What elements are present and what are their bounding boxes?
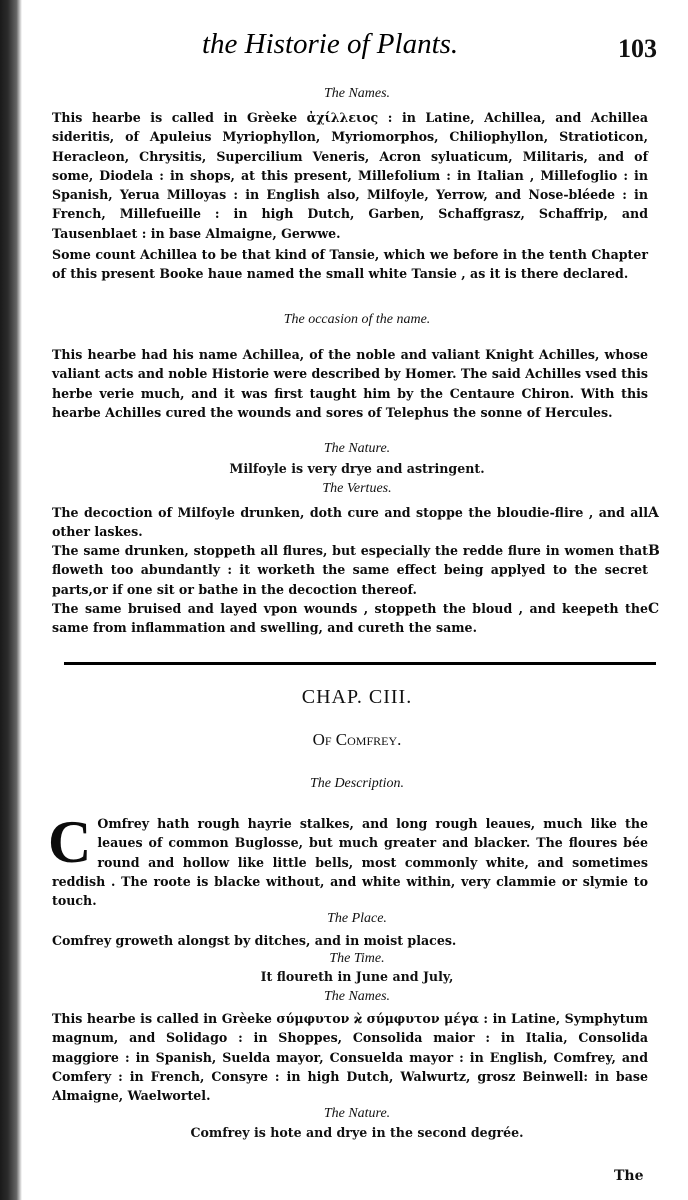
names-paragraph-2: Some count Achillea to be that kind of Tansie, which we before in the tenth Chapter of this present Booke haue named the small white Tansie , as it is there declared.	[52, 247, 648, 282]
vertue-c-paragraph: The same bruised and layed vpon wounds , stoppeth the bloud , and keepeth the same from inflammation and swelling, and cureth the same.	[52, 601, 648, 636]
vertue-b-paragraph: The same drunken, stoppeth all flures, but especially the redde flure in women that floweth too abundantly : it worketh the same effect being applyed to the secret parts,or if one sit or bathe in the decoction thereof.	[52, 543, 648, 597]
time-heading: The Time.	[329, 951, 385, 966]
place-text: Comfrey groweth alongst by ditches, and in moist places.	[52, 933, 457, 948]
book-gutter-shadow	[0, 0, 22, 1200]
drop-cap: C	[48, 809, 92, 875]
comfrey-nature-text: Comfrey is hote and drye in the second degrée.	[190, 1125, 524, 1140]
nature-heading: The Nature.	[323, 441, 391, 456]
names-heading: The Names.	[323, 86, 391, 101]
occasion-paragraph: This hearbe had his name Achillea, of the noble and valiant Knight Achilles, whose valiant acts and noble Historie were described by Homer. The said Achilles vsed this herbe verie much, and it was first taught him by the Centaure Chiron. With this hearbe Achilles cured the wounds and sores of Telephus the sonne of Hercules.	[52, 347, 648, 420]
section-divider	[64, 662, 656, 665]
running-head: the Historie of Plants.	[202, 28, 459, 60]
names-paragraph: This hearbe is called in Grèeke ἀχίλλειος : in Latine, Achillea, and Achillea sideritis, of Apuleius Myriophyllon, Myriomorphos, Chiliophyllon, Stratioticon, Heracleon, Chrysitis, Supercilium Veneris, Acron syluaticum, Militaris, and of some, Diodela : in shops, at this present, Millefolium : in Italian , Millefoglio : in Spanish, Yerua Milloyas : in English also, Milfoyle, Yerrow, and Nose-bléede : in French, Millefueille : in high Dutch, Garben, Schaffgrasz, Schaffrip, and Tausenblaet : in base Almaigne, Gerwwe.	[52, 110, 648, 241]
margin-letter-c: C	[648, 601, 660, 617]
comfrey-nature-heading: The Nature.	[323, 1106, 391, 1121]
vertues-heading: The Vertues.	[322, 481, 392, 496]
page-number: 103	[618, 34, 657, 63]
chapter-title: Of Comfrey.	[312, 730, 402, 749]
description-text: Omfrey hath rough hayrie stalkes, and long rough leaues, much like the leaues of common Buglosse, but much greater and blacker. The floures bée round and hollow like little bells, most commonly white, and sometimes reddish . The roote is blacke without, and white within, very clammie or slymie to touch.	[52, 816, 648, 909]
comfrey-names-paragraph: This hearbe is called in Grèeke σύμφυτον ϰ̀ σύμφυτον μέγα : in Latine, Symphytum magnum, and Solidago : in Shoppes, Consolida maior : in Italia, Consolida maggiore : in Spanish, Suelda mayor, Consuelda mayor : in English, Comfrey, and Comfery : in French, Consyre : in high Dutch, Walwurtz, grosz Beinwell: in base Almaigne, Waelwortel.	[52, 1011, 648, 1104]
time-text: It floureth in June and July,	[260, 969, 454, 984]
occasion-heading: The occasion of the name.	[283, 312, 431, 327]
margin-letter-b: B	[648, 543, 660, 559]
place-heading: The Place.	[327, 911, 387, 926]
catchword: The	[614, 1168, 644, 1184]
comfrey-names-heading: The Names.	[323, 989, 391, 1004]
vertue-a-paragraph: The decoction of Milfoyle drunken, doth cure and stoppe the bloudie-flire , and all other laskes.	[52, 505, 648, 540]
margin-letter-a: A	[648, 505, 659, 521]
chapter-number: CHAP. CIII.	[301, 686, 413, 708]
nature-text: Milfoyle is very drye and astringent.	[229, 461, 485, 476]
description-heading: The Description.	[309, 776, 405, 791]
description-paragraph	[48, 809, 648, 910]
